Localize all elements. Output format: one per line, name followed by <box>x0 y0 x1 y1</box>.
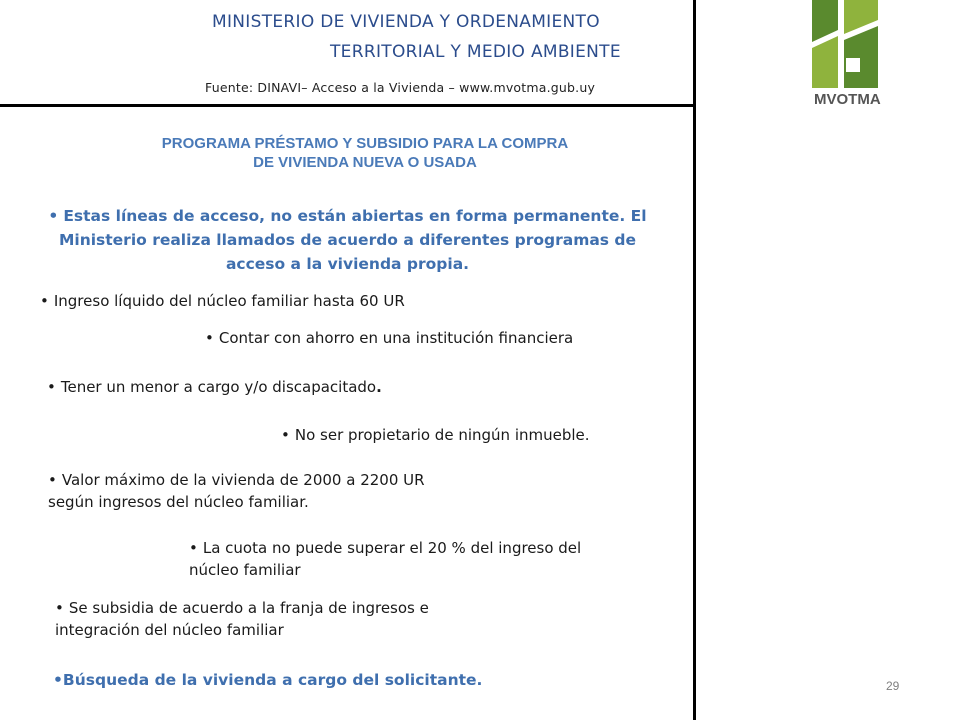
req-busqueda-text: Búsqueda de la vivienda a cargo del solicitante. <box>62 671 483 689</box>
intro-line2: Ministerio realiza llamados de acuerdo a diferentes programas de <box>58 231 637 249</box>
vertical-divider <box>693 0 696 720</box>
req-menor-text: • Tener un menor a cargo y/o discapacitado <box>47 378 376 396</box>
req-ahorro: • Contar con ahorro en una institución financiera <box>205 327 573 349</box>
logo-wordmark: MVOTMA <box>814 91 881 108</box>
logo-emblem-icon <box>812 0 878 88</box>
intro-line1: • Estas líneas de acceso, no están abiertas en forma permanente. El <box>20 204 675 228</box>
program-title-line1: PROGRAMA PRÉSTAMO Y SUBSIDIO PARA LA COMPRA <box>161 135 569 152</box>
req-busqueda: •Búsqueda de la vivienda a cargo del solicitante. <box>53 671 483 689</box>
req-cuota-line1: • La cuota no puede superar el 20 % del ingreso del <box>189 537 581 559</box>
req-subsidio-line1: • Se subsidia de acuerdo a la franja de ingresos e <box>55 597 429 619</box>
header-divider <box>0 104 696 107</box>
mvotma-logo <box>812 0 881 112</box>
req-valor-line2: según ingresos del núcleo familiar. <box>48 493 309 511</box>
req-ingreso: • Ingreso líquido del núcleo familiar hasta 60 UR <box>40 290 405 312</box>
req-propietario: • No ser propietario de ningún inmueble. <box>281 424 590 446</box>
req-cuota-line2: núcleo familiar <box>189 561 301 579</box>
req-subsidio <box>55 597 429 641</box>
program-title-line2: DE VIVIENDA NUEVA O USADA <box>253 154 477 171</box>
req-valor-line1: • Valor máximo de la vivienda de 2000 a 2200 UR <box>48 469 425 491</box>
req-cuota <box>189 537 581 581</box>
ministry-title-line1: MINISTERIO DE VIVIENDA Y ORDENAMIENTO <box>212 12 600 32</box>
req-subsidio-line2: integración del núcleo familiar <box>55 621 284 639</box>
req-menor-period: . <box>376 378 382 396</box>
page-number: 29 <box>886 679 900 693</box>
req-valor <box>48 469 425 513</box>
intro-paragraph <box>20 204 675 276</box>
req-menor <box>47 376 382 398</box>
program-title <box>60 134 670 172</box>
source-caption: Fuente: DINAVI– Acceso a la Vivienda – www.mvotma.gub.uy <box>205 80 596 95</box>
ministry-title-line2: TERRITORIAL Y MEDIO AMBIENTE <box>330 42 621 62</box>
intro-line3: acceso a la vivienda propia. <box>225 255 470 273</box>
